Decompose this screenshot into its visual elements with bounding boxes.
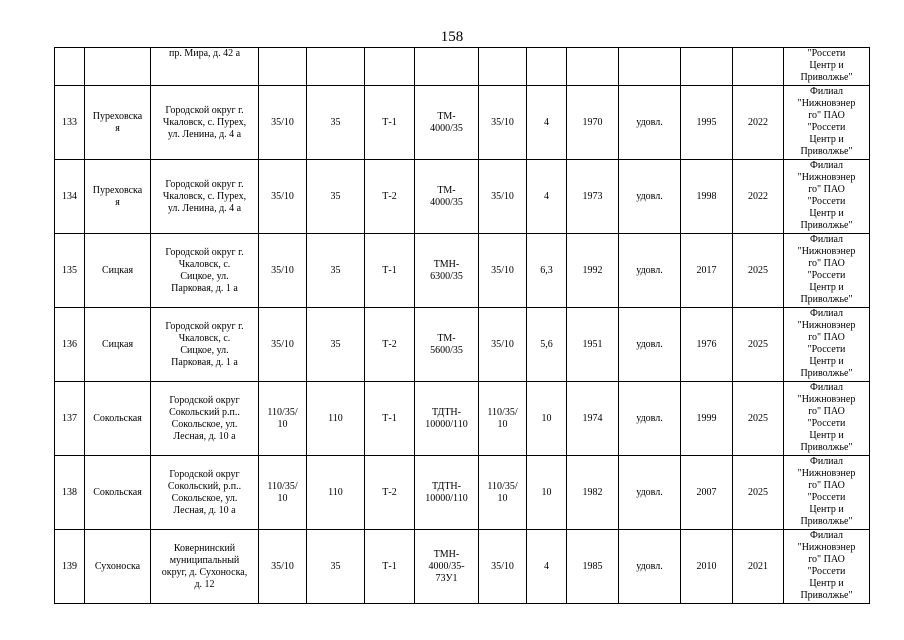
cell-hv: 35 xyxy=(307,530,365,604)
cell-year: 1992 xyxy=(567,234,619,308)
cell-state: удовл. xyxy=(619,234,681,308)
cell-transformer: Т-1 xyxy=(365,382,415,456)
cell-ratio: 35/10 xyxy=(479,234,527,308)
cell-power: 4 xyxy=(527,86,567,160)
cell-power: 4 xyxy=(527,530,567,604)
table-row xyxy=(55,160,870,234)
cell-transformer: Т-2 xyxy=(365,456,415,530)
cell-voltage: 35/10 xyxy=(259,308,307,382)
cell-owner: Филиал "Нижновэнер го" ПАО "Россети Центр и Приволжье" xyxy=(784,382,870,456)
cell-ratio: 35/10 xyxy=(479,530,527,604)
cell-power: 6,3 xyxy=(527,234,567,308)
cell-address: Городской округ г. Чкаловск, с. Пурех, ул. Ленина, д. 4 а xyxy=(151,86,259,160)
table-row xyxy=(55,48,870,86)
cell-power: 10 xyxy=(527,382,567,456)
cell-ratio: 35/10 xyxy=(479,86,527,160)
cell-owner: Филиал "Нижновэнер го" ПАО "Россети Центр и Приволжье" xyxy=(784,234,870,308)
cell-name xyxy=(85,48,151,86)
cell-number: 139 xyxy=(55,530,85,604)
cell-state: удовл. xyxy=(619,382,681,456)
cell-hv: 35 xyxy=(307,160,365,234)
cell-owner: "Россети Центр и Приволжье" xyxy=(784,48,870,86)
cell-name: Сухоноска xyxy=(85,530,151,604)
cell-plan-year: 2025 xyxy=(733,308,784,382)
cell-address: пр. Мира, д. 42 а xyxy=(151,48,259,86)
page-number: 158 xyxy=(440,29,464,45)
substations-table xyxy=(54,47,870,604)
cell-plan-year: 2025 xyxy=(733,382,784,456)
cell-name: Сицкая xyxy=(85,308,151,382)
cell-type: ТМН- 6300/35 xyxy=(415,234,479,308)
cell-name: Сицкая xyxy=(85,234,151,308)
cell-type: ТМН- 4000/35- 73У1 xyxy=(415,530,479,604)
cell-repair-year: 2007 xyxy=(681,456,733,530)
cell-number: 133 xyxy=(55,86,85,160)
cell-power: 10 xyxy=(527,456,567,530)
cell-ratio: 110/35/ 10 xyxy=(479,456,527,530)
cell-number: 138 xyxy=(55,456,85,530)
cell-year: 1951 xyxy=(567,308,619,382)
cell-address: Городской округ Сокольский, р.п.. Сокольское, ул. Лесная, д. 10 а xyxy=(151,456,259,530)
cell-year: 1973 xyxy=(567,160,619,234)
cell-power: 4 xyxy=(527,160,567,234)
cell-number: 137 xyxy=(55,382,85,456)
cell-owner: Филиал "Нижновэнер го" ПАО "Россети Центр и Приволжье" xyxy=(784,456,870,530)
cell-plan-year: 2022 xyxy=(733,86,784,160)
cell-number: 136 xyxy=(55,308,85,382)
cell-owner: Филиал "Нижновэнер го" ПАО "Россети Центр и Приволжье" xyxy=(784,86,870,160)
cell-transformer: Т-1 xyxy=(365,86,415,160)
cell-address: Ковернинский муниципальный округ, д. Сухоноска, д. 12 xyxy=(151,530,259,604)
cell-name: Сокольская xyxy=(85,382,151,456)
table-row xyxy=(55,456,870,530)
cell-type: ТМ- 4000/35 xyxy=(415,160,479,234)
cell-type: ТДТН- 10000/110 xyxy=(415,382,479,456)
cell-repair-year: 2017 xyxy=(681,234,733,308)
cell-transformer: Т-1 xyxy=(365,530,415,604)
cell-number: 134 xyxy=(55,160,85,234)
cell-name: Сокольская xyxy=(85,456,151,530)
cell-name: Пуреховска я xyxy=(85,86,151,160)
cell-voltage: 35/10 xyxy=(259,86,307,160)
table-row xyxy=(55,86,870,160)
cell-voltage: 110/35/ 10 xyxy=(259,456,307,530)
cell-repair-year: 1999 xyxy=(681,382,733,456)
cell-repair-year: 1976 xyxy=(681,308,733,382)
cell-plan-year: 2021 xyxy=(733,530,784,604)
cell-voltage: 35/10 xyxy=(259,530,307,604)
cell-state: удовл. xyxy=(619,456,681,530)
cell-voltage: 35/10 xyxy=(259,160,307,234)
cell-state: удовл. xyxy=(619,308,681,382)
cell-power: 5,6 xyxy=(527,308,567,382)
cell-hv: 35 xyxy=(307,86,365,160)
cell-transformer: Т-2 xyxy=(365,308,415,382)
cell-address: Городской округ г. Чкаловск, с. Сицкое, ул. Парковая, д. 1 а xyxy=(151,234,259,308)
cell-state: удовл. xyxy=(619,160,681,234)
cell-hv: 110 xyxy=(307,456,365,530)
table-row xyxy=(55,308,870,382)
table-row xyxy=(55,234,870,308)
cell-ratio: 110/35/ 10 xyxy=(479,382,527,456)
cell-year: 1974 xyxy=(567,382,619,456)
cell-number: 135 xyxy=(55,234,85,308)
cell-address: Городской округ Сокольский р.п.. Сокольское, ул. Лесная, д. 10 а xyxy=(151,382,259,456)
cell-transformer: Т-2 xyxy=(365,160,415,234)
cell-repair-year: 2010 xyxy=(681,530,733,604)
table-row xyxy=(55,530,870,604)
cell-hv: 110 xyxy=(307,382,365,456)
cell-address: Городской округ г. Чкаловск, с. Пурех, ул. Ленина, д. 4 а xyxy=(151,160,259,234)
cell-plan-year: 2025 xyxy=(733,234,784,308)
cell-state: удовл. xyxy=(619,530,681,604)
cell-type: ТДТН- 10000/110 xyxy=(415,456,479,530)
cell-ratio: 35/10 xyxy=(479,308,527,382)
cell-transformer: Т-1 xyxy=(365,234,415,308)
cell-repair-year: 1998 xyxy=(681,160,733,234)
cell-type: ТМ- 5600/35 xyxy=(415,308,479,382)
cell-plan-year: 2022 xyxy=(733,160,784,234)
cell-type: ТМ- 4000/35 xyxy=(415,86,479,160)
cell-plan-year: 2025 xyxy=(733,456,784,530)
cell-year: 1970 xyxy=(567,86,619,160)
cell-number xyxy=(55,48,85,86)
cell-voltage: 35/10 xyxy=(259,234,307,308)
cell-hv: 35 xyxy=(307,308,365,382)
cell-owner: Филиал "Нижновэнер го" ПАО "Россети Центр и Приволжье" xyxy=(784,308,870,382)
cell-repair-year: 1995 xyxy=(681,86,733,160)
cell-owner: Филиал "Нижновэнер го" ПАО "Россети Центр и Приволжье" xyxy=(784,530,870,604)
cell-voltage: 110/35/ 10 xyxy=(259,382,307,456)
table-row xyxy=(55,382,870,456)
cell-year: 1982 xyxy=(567,456,619,530)
cell-ratio: 35/10 xyxy=(479,160,527,234)
cell-name: Пуреховска я xyxy=(85,160,151,234)
cell-owner: Филиал "Нижновэнер го" ПАО "Россети Центр и Приволжье" xyxy=(784,160,870,234)
cell-hv: 35 xyxy=(307,234,365,308)
cell-year: 1985 xyxy=(567,530,619,604)
cell-address: Городской округ г. Чкаловск, с. Сицкое, ул. Парковая, д. 1 а xyxy=(151,308,259,382)
cell-state: удовл. xyxy=(619,86,681,160)
